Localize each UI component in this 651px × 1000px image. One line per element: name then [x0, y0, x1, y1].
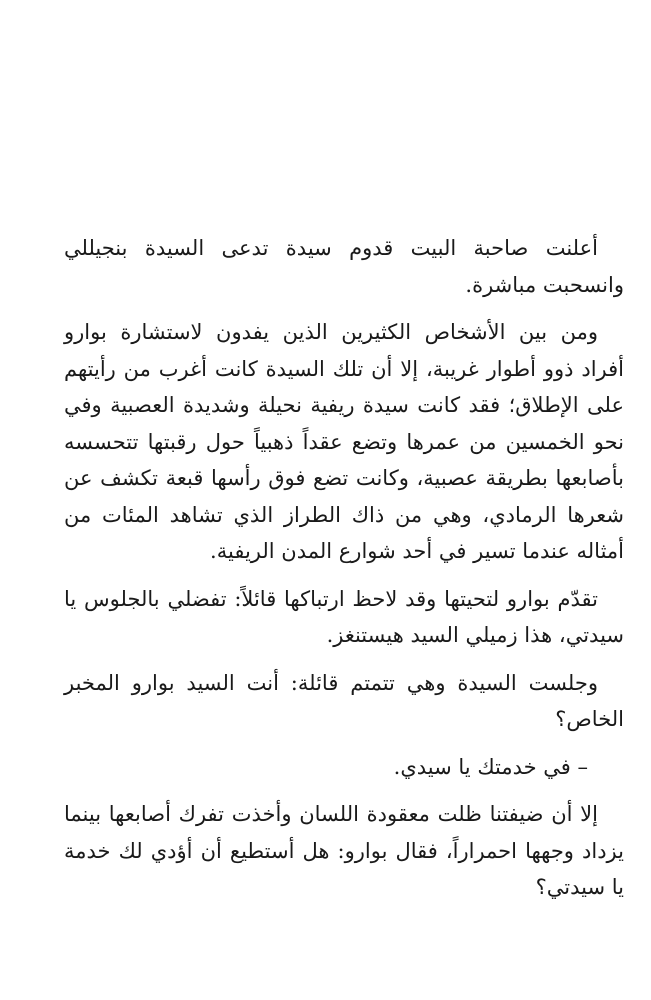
- book-page: [64, 230, 624, 917]
- paragraph-reply: – في خدمتك يا سيدي.: [393, 754, 588, 779]
- paragraph-poirot-greeting: تقدّم بوارو لتحيتها وقد لاحظ ارتباكها قائلاً: تفضلي بالجلوس يا سيدتي، هذا زميلي السيد هيستنغز.: [64, 586, 624, 647]
- paragraph-lady-question: وجلست السيدة وهي تتمتم قائلة: أنت السيد بوارو المخبر الخاص؟: [64, 670, 624, 731]
- paragraph-announcement: أعلنت صاحبة البيت قدوم سيدة تدعى السيدة بنجيللي وانسحبت مباشرة.: [64, 236, 624, 297]
- paragraph-visitor-description: ومن بين الأشخاص الكثيرين الذين يفدون لاستشارة بوارو أفراد ذوو أطوار غريبة، إلا أن تلك السيدة كانت أغرب من رأيتهم على الإطلاق؛ فقد كانت سيدة ريفية نحيلة وشديدة العصبية وفي نحو الخمسين من عمرها وتضع عقداً ذهبياً حول رقبتها تتحسسه بأصابعها بطريقة عصبية، وكانت تضع فوق رأسها قبعة تكشف عن شعرها الرمادي، وهي من ذاك الطراز الذي تشاهد المئات من أمثاله عندما تسير في أحد شوارع المدن الريفية.: [64, 320, 624, 563]
- paragraph-poirot-offer: إلا أن ضيفتنا ظلت معقودة اللسان وأخذت تفرك أصابعها بينما يزداد وجهها احمراراً، فقال بوارو: هل أستطيع أن أؤدي لك خدمة يا سيدتي؟: [64, 802, 624, 899]
